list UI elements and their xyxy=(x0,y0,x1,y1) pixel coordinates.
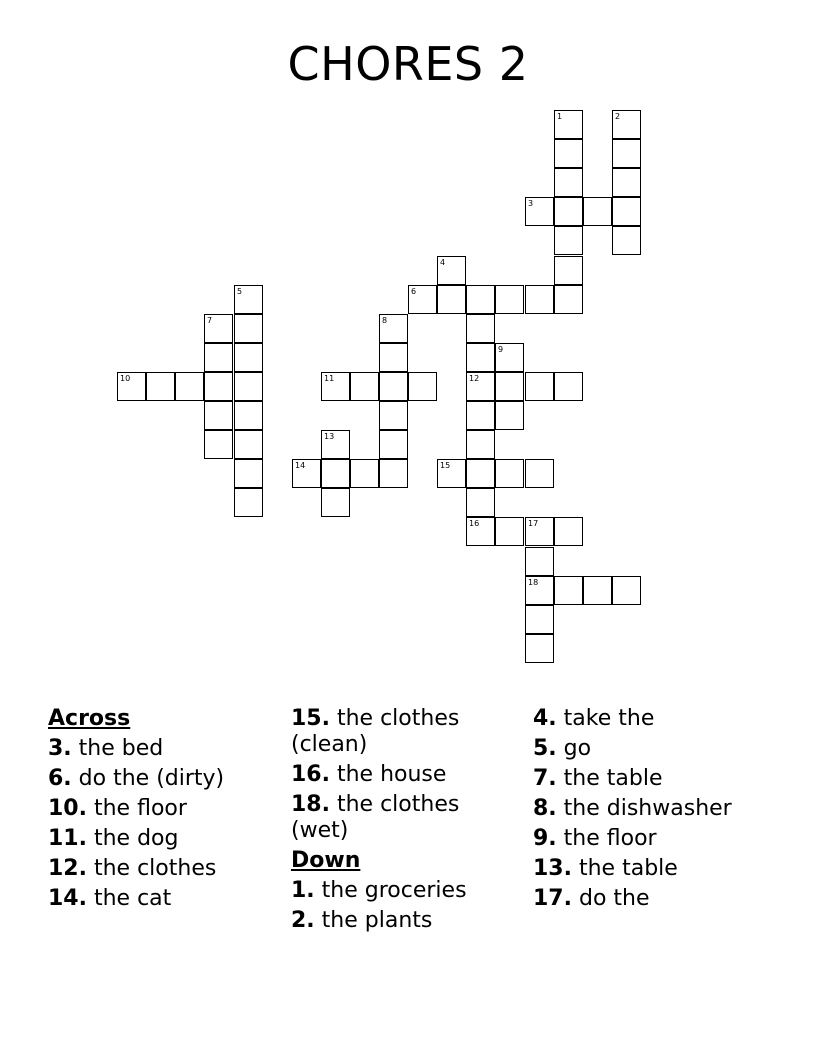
clue-item xyxy=(48,736,278,762)
clue-item xyxy=(533,736,733,762)
cell-number: 16 xyxy=(469,519,480,528)
grid-cell[interactable] xyxy=(554,226,583,255)
clue-text: the bed xyxy=(78,736,164,761)
clue-number: 8. xyxy=(533,796,557,821)
grid-cell[interactable] xyxy=(175,372,204,401)
grid-cell[interactable] xyxy=(466,285,495,314)
cell-number: 10 xyxy=(120,374,131,383)
clue-text: the clothes (clean) xyxy=(291,706,460,757)
clue-number: 3. xyxy=(48,736,72,761)
grid-cell[interactable] xyxy=(554,372,583,401)
grid-cell[interactable] xyxy=(554,517,583,546)
puzzle-title: CHORES 2 xyxy=(287,37,529,91)
clue-number: 11. xyxy=(48,826,87,851)
grid-cell[interactable] xyxy=(350,372,379,401)
grid-cell[interactable] xyxy=(612,197,641,226)
clue-number: 9. xyxy=(533,826,557,851)
clue-item xyxy=(291,792,501,844)
cell-number: 13 xyxy=(324,432,335,441)
clue-column-1 xyxy=(48,706,278,916)
cell-number: 15 xyxy=(440,461,451,470)
cell-number: 4 xyxy=(440,258,446,267)
grid-cell[interactable] xyxy=(554,110,583,139)
grid-cell[interactable] xyxy=(466,401,495,430)
grid-cell[interactable] xyxy=(321,372,350,401)
grid-cell[interactable] xyxy=(204,314,233,343)
grid-cell[interactable] xyxy=(612,576,641,605)
cell-number: 11 xyxy=(324,374,335,383)
grid-cell[interactable] xyxy=(321,430,350,459)
grid-cell[interactable] xyxy=(379,430,408,459)
clue-number: 13. xyxy=(533,856,572,881)
cell-number: 8 xyxy=(382,316,388,325)
grid-cell[interactable] xyxy=(466,459,495,488)
grid-cell[interactable] xyxy=(437,256,466,285)
clue-number: 5. xyxy=(533,736,557,761)
clue-column-3 xyxy=(533,706,733,916)
clue-text: do the (dirty) xyxy=(78,766,225,791)
clue-text: go xyxy=(563,736,592,761)
grid-cell[interactable] xyxy=(379,372,408,401)
cell-number: 9 xyxy=(498,345,504,354)
grid-cell[interactable] xyxy=(379,314,408,343)
grid-cell[interactable] xyxy=(321,488,350,517)
cell-number: 14 xyxy=(295,461,306,470)
grid-cell[interactable] xyxy=(554,168,583,197)
grid-cell[interactable] xyxy=(525,372,554,401)
clue-item xyxy=(533,826,733,852)
clue-text: the floor xyxy=(563,826,657,851)
grid-cell[interactable] xyxy=(466,517,495,546)
clue-item xyxy=(48,856,278,882)
clue-number: 7. xyxy=(533,766,557,791)
grid-cell[interactable] xyxy=(234,488,263,517)
grid-cell[interactable] xyxy=(495,459,524,488)
grid-cell[interactable] xyxy=(379,343,408,372)
grid-cell[interactable] xyxy=(234,314,263,343)
grid-cell[interactable] xyxy=(583,197,612,226)
cell-number: 1 xyxy=(557,112,563,121)
clue-number: 2. xyxy=(291,908,315,933)
cell-number: 3 xyxy=(528,199,534,208)
grid-cell[interactable] xyxy=(466,343,495,372)
grid-cell[interactable] xyxy=(525,459,554,488)
grid-cell[interactable] xyxy=(554,576,583,605)
grid-cell[interactable] xyxy=(379,401,408,430)
clue-text: the house xyxy=(336,762,447,787)
grid-cell[interactable] xyxy=(612,139,641,168)
clue-number: 10. xyxy=(48,796,87,821)
grid-cell[interactable] xyxy=(379,459,408,488)
grid-cell[interactable] xyxy=(495,401,524,430)
grid-cell[interactable] xyxy=(525,517,554,546)
grid-cell[interactable] xyxy=(525,605,554,634)
grid-cell[interactable] xyxy=(612,110,641,139)
grid-cell[interactable] xyxy=(437,285,466,314)
grid-cell[interactable] xyxy=(554,197,583,226)
clue-text: the clothes xyxy=(93,856,217,881)
grid-cell[interactable] xyxy=(554,256,583,285)
grid-cell[interactable] xyxy=(292,459,321,488)
grid-cell[interactable] xyxy=(466,314,495,343)
grid-cell[interactable] xyxy=(146,372,175,401)
clue-text: the floor xyxy=(93,796,187,821)
cell-number: 18 xyxy=(528,578,539,587)
clue-text: the table xyxy=(563,766,663,791)
grid-cell[interactable] xyxy=(525,576,554,605)
clue-item xyxy=(48,766,278,792)
cell-number: 2 xyxy=(615,112,621,121)
grid-cell[interactable] xyxy=(204,401,233,430)
clue-item xyxy=(533,766,733,792)
clue-number: 14. xyxy=(48,886,87,911)
grid-cell[interactable] xyxy=(437,459,466,488)
clue-item xyxy=(291,706,501,758)
grid-cell[interactable] xyxy=(466,372,495,401)
grid-cell[interactable] xyxy=(204,372,233,401)
cell-number: 12 xyxy=(469,374,480,383)
grid-cell[interactable] xyxy=(204,430,233,459)
grid-cell[interactable] xyxy=(350,459,379,488)
cell-number: 5 xyxy=(237,287,243,296)
grid-cell[interactable] xyxy=(525,547,554,576)
clue-item xyxy=(533,706,733,732)
clue-text: do the xyxy=(578,886,650,911)
clue-text: the table xyxy=(578,856,678,881)
cell-number: 7 xyxy=(207,316,213,325)
grid-cell[interactable] xyxy=(495,372,524,401)
grid-cell[interactable] xyxy=(554,285,583,314)
grid-cell[interactable] xyxy=(408,285,437,314)
clue-text: the groceries xyxy=(321,878,467,903)
grid-cell[interactable] xyxy=(466,430,495,459)
grid-cell[interactable] xyxy=(554,139,583,168)
grid-cell[interactable] xyxy=(525,197,554,226)
grid-cell[interactable] xyxy=(234,401,263,430)
clue-section-heading: Across xyxy=(48,706,131,731)
cell-number: 17 xyxy=(528,519,539,528)
clue-item xyxy=(533,886,733,912)
clue-number: 4. xyxy=(533,706,557,731)
clue-number: 6. xyxy=(48,766,72,791)
grid-cell[interactable] xyxy=(495,285,524,314)
clue-number: 17. xyxy=(533,886,572,911)
clue-item xyxy=(291,762,501,788)
clue-text: the dishwasher xyxy=(563,796,732,821)
clue-column-2 xyxy=(291,706,501,938)
grid-cell[interactable] xyxy=(234,343,263,372)
clue-section-heading: Down xyxy=(291,848,361,873)
clue-number: 12. xyxy=(48,856,87,881)
clue-item xyxy=(48,826,278,852)
clue-text: the dog xyxy=(93,826,179,851)
grid-cell[interactable] xyxy=(525,634,554,663)
grid-cell[interactable] xyxy=(495,517,524,546)
cell-number: 6 xyxy=(411,287,417,296)
grid-cell[interactable] xyxy=(466,488,495,517)
clue-number: 16. xyxy=(291,762,330,787)
grid-cell[interactable] xyxy=(234,459,263,488)
grid-cell[interactable] xyxy=(612,226,641,255)
clue-item xyxy=(533,796,733,822)
grid-cell[interactable] xyxy=(234,372,263,401)
clue-item xyxy=(48,796,278,822)
grid-cell[interactable] xyxy=(525,285,554,314)
grid-cell[interactable] xyxy=(408,372,437,401)
grid-cell[interactable] xyxy=(583,576,612,605)
clue-text: take the xyxy=(563,706,655,731)
grid-cell[interactable] xyxy=(234,430,263,459)
grid-cell[interactable] xyxy=(234,285,263,314)
clue-item xyxy=(533,856,733,882)
grid-cell[interactable] xyxy=(204,343,233,372)
clue-number: 18. xyxy=(291,792,330,817)
grid-cell[interactable] xyxy=(321,459,350,488)
clue-text: the clothes (wet) xyxy=(291,792,460,843)
clue-item xyxy=(291,878,501,904)
clue-number: 1. xyxy=(291,878,315,903)
grid-cell[interactable] xyxy=(117,372,146,401)
clue-text: the plants xyxy=(321,908,433,933)
grid-cell[interactable] xyxy=(495,343,524,372)
clue-item xyxy=(291,908,501,934)
clue-item xyxy=(48,886,278,912)
clue-number: 15. xyxy=(291,706,330,731)
clue-text: the cat xyxy=(93,886,172,911)
grid-cell[interactable] xyxy=(612,168,641,197)
